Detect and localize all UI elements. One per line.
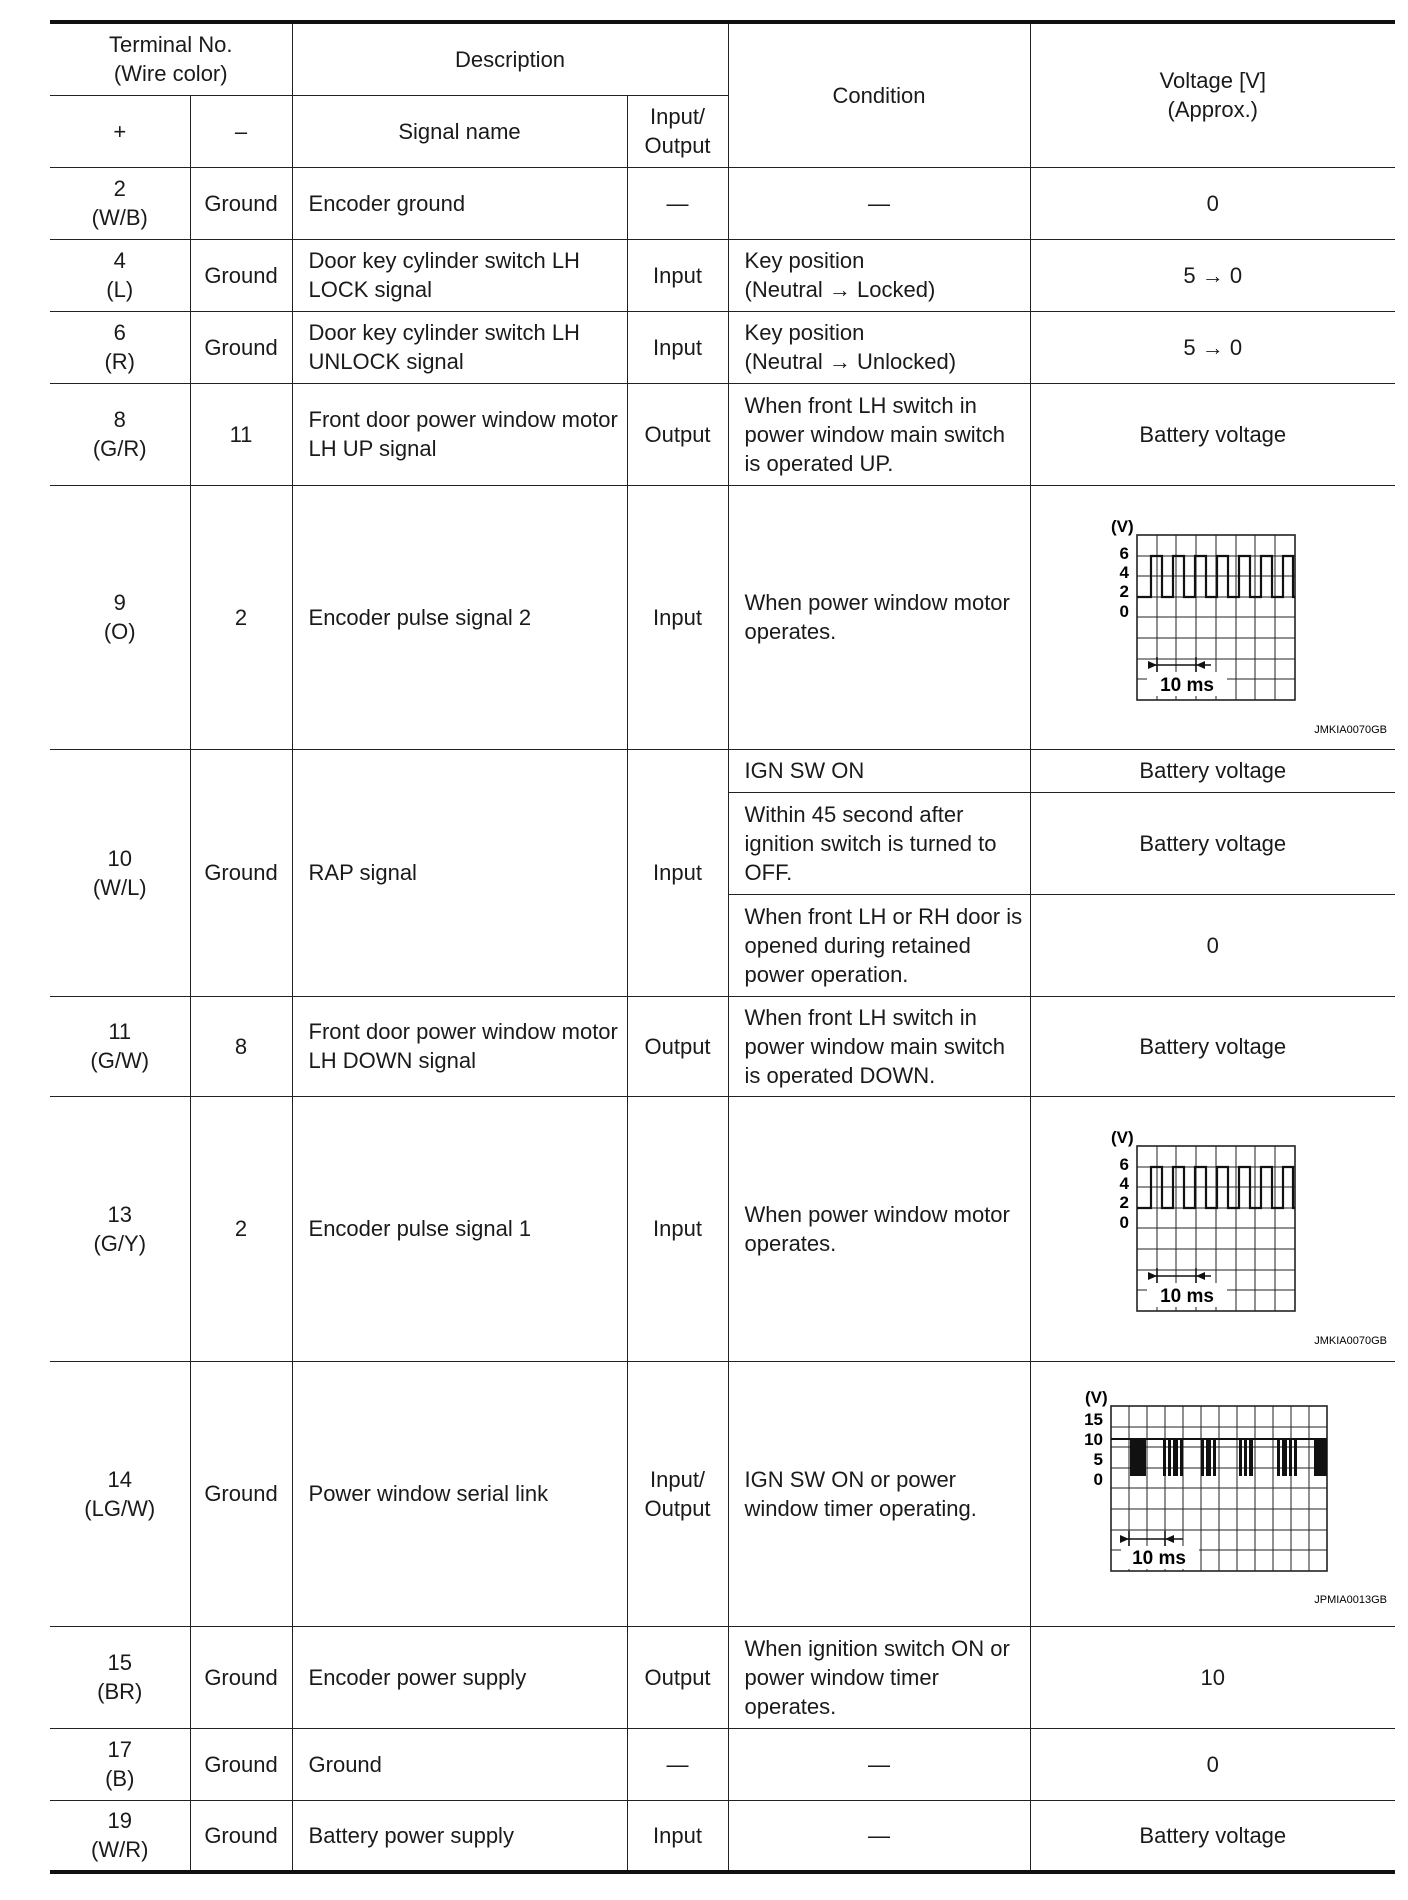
axis-unit: (V) — [1084, 1388, 1108, 1407]
terminal-number: 8 — [113, 407, 126, 432]
description-header: Description — [292, 22, 728, 95]
axis-unit: (V) — [1110, 516, 1134, 536]
voltage-label: Voltage [V] — [1159, 68, 1266, 94]
axis-tick: 0 — [1093, 1470, 1103, 1489]
terminal-number: 19 — [107, 1808, 132, 1834]
terminal-minus: 2 — [190, 1096, 292, 1361]
terminal-no-header — [50, 22, 292, 95]
approx-label: (Approx.) — [1167, 97, 1259, 123]
voltage-value: Battery voltage — [1030, 1800, 1395, 1872]
condition-line: (Neutral → Locked) — [744, 277, 936, 302]
wire-color: (W/R) — [91, 1837, 149, 1863]
io-header-line2: Output — [644, 133, 711, 158]
wire-color: (W/L) — [92, 874, 147, 900]
signal-name: Encoder pulse signal 2 — [292, 485, 627, 749]
terminal-number: 4 — [113, 248, 126, 273]
terminal-minus: 11 — [190, 383, 292, 485]
io-value: Input — [627, 239, 728, 311]
axis-tick: 4 — [1119, 562, 1129, 582]
voltage-value: Battery voltage — [1030, 383, 1395, 485]
terminal-no-label: Terminal No. — [109, 32, 233, 58]
terminal-plus — [50, 1096, 190, 1361]
io-value: Output — [627, 996, 728, 1096]
io-value: — — [627, 167, 728, 239]
terminal-minus: 8 — [190, 996, 292, 1096]
wire-color: (R) — [104, 349, 136, 374]
table-row — [50, 749, 1395, 792]
signal-name: RAP signal — [292, 749, 627, 996]
table-row — [50, 239, 1395, 311]
condition-header: Condition — [728, 22, 1030, 167]
waveform-graph — [1037, 495, 1392, 740]
wire-color: (G/R) — [92, 436, 147, 461]
figure-caption: JMKIA0070GB — [1313, 1335, 1387, 1347]
table-row — [50, 1728, 1395, 1800]
serial-bursts — [1130, 1439, 1327, 1476]
voltage-value: Battery voltage — [1030, 996, 1395, 1096]
time-scale-label: 10 ms — [1159, 1286, 1214, 1307]
figure-caption: JPMIA0013GB — [1313, 1594, 1387, 1606]
io-value: Input — [627, 749, 728, 996]
condition-value: — — [728, 1800, 1030, 1872]
condition-value: Within 45 second after ignition switch is turned to OFF. — [728, 792, 1030, 894]
terminal-plus — [50, 1361, 190, 1626]
waveform-graph — [1037, 1106, 1392, 1351]
terminal-minus: Ground — [190, 167, 292, 239]
condition-value: IGN SW ON or power window timer operating. — [728, 1361, 1030, 1626]
terminal-minus: Ground — [190, 1728, 292, 1800]
terminal-minus: Ground — [190, 1626, 292, 1728]
terminal-plus — [50, 749, 190, 996]
axis-tick: 2 — [1119, 581, 1129, 601]
terminal-minus: Ground — [190, 1361, 292, 1626]
terminal-number: 17 — [107, 1737, 132, 1762]
table-row — [50, 1800, 1395, 1872]
figure-caption: JMKIA0070GB — [1313, 723, 1387, 736]
terminal-number: 6 — [113, 320, 126, 345]
io-value: Output — [627, 383, 728, 485]
terminal-number: 13 — [107, 1201, 132, 1227]
terminal-minus: Ground — [190, 239, 292, 311]
table-row — [50, 311, 1395, 383]
table-row — [50, 383, 1395, 485]
io-header — [627, 95, 728, 167]
terminal-plus — [50, 1728, 190, 1800]
wire-color-label: (Wire color) — [113, 61, 228, 87]
io-value: Input — [627, 1800, 728, 1872]
wire-color: (G/Y) — [93, 1230, 147, 1256]
axis-tick: 10 — [1083, 1430, 1103, 1449]
wire-color: (LG/W) — [84, 1495, 156, 1521]
terminal-plus — [50, 383, 190, 485]
condition-value: When ignition switch ON or power window timer operates. — [728, 1626, 1030, 1728]
wire-color: (B) — [105, 1766, 135, 1791]
voltage-value: 0 — [1030, 894, 1395, 996]
voltage-value: 5 → 0 — [1030, 311, 1395, 383]
condition-value — [728, 239, 1030, 311]
signal-name: Door key cylinder switch LH LOCK signal — [292, 239, 627, 311]
terminal-number: 15 — [107, 1650, 132, 1675]
minus-header: – — [190, 95, 292, 167]
axis-tick: 6 — [1119, 1155, 1129, 1174]
io-value — [627, 1361, 728, 1626]
axis-tick: 5 — [1093, 1450, 1103, 1469]
plus-header: + — [50, 95, 190, 167]
time-scale-label: 10 ms — [1131, 1548, 1186, 1569]
wire-color: (G/W) — [90, 1048, 150, 1073]
axis-tick: 0 — [1119, 601, 1129, 621]
condition-value: When front LH switch in power window main switch is operated UP. — [728, 383, 1030, 485]
header-row-1 — [50, 22, 1395, 95]
terminal-plus — [50, 239, 190, 311]
io-value: Output — [627, 1626, 728, 1728]
io-line: Input/ — [650, 1466, 706, 1492]
condition-value — [728, 311, 1030, 383]
io-value: — — [627, 1728, 728, 1800]
io-value: Input — [627, 1096, 728, 1361]
io-line: Output — [644, 1495, 711, 1521]
condition-value: When front LH or RH door is opened during retained power operation. — [728, 894, 1030, 996]
terminal-number: 11 — [108, 1019, 132, 1044]
voltage-value: 0 — [1030, 1728, 1395, 1800]
terminal-minus: Ground — [190, 749, 292, 996]
table-row — [50, 1626, 1395, 1728]
table-row — [50, 1361, 1395, 1626]
signal-name: Front door power window motor LH UP signal — [292, 383, 627, 485]
condition-value: When power window motor operates. — [728, 485, 1030, 749]
wire-color: (W/B) — [91, 205, 148, 230]
table-row — [50, 167, 1395, 239]
terminal-minus: 2 — [190, 485, 292, 749]
condition-line: Key position — [744, 248, 865, 273]
time-scale-label: 10 ms — [1159, 674, 1214, 696]
condition-value: — — [728, 167, 1030, 239]
table-row — [50, 996, 1395, 1096]
condition-value: When front LH switch in power window main switch is operated DOWN. — [728, 996, 1030, 1096]
axis-tick: 6 — [1119, 543, 1129, 563]
waveform-cell — [1030, 1096, 1395, 1361]
axis-unit: (V) — [1110, 1128, 1134, 1147]
voltage-value: 10 — [1030, 1626, 1395, 1728]
terminal-minus: Ground — [190, 1800, 292, 1872]
condition-line: (Neutral → Unlocked) — [744, 349, 957, 374]
voltage-value: Battery voltage — [1030, 749, 1395, 792]
signal-name: Power window serial link — [292, 1361, 627, 1626]
signal-name: Ground — [292, 1728, 627, 1800]
terminal-number: 2 — [113, 176, 126, 201]
axis-tick: 15 — [1083, 1410, 1103, 1429]
terminal-plus — [50, 311, 190, 383]
waveform-graph — [1037, 1371, 1392, 1616]
condition-value: — — [728, 1728, 1030, 1800]
terminal-plus — [50, 167, 190, 239]
terminal-number: 10 — [107, 845, 132, 871]
signal-name-header: Signal name — [292, 95, 627, 167]
condition-value: IGN SW ON — [728, 749, 1030, 792]
table-row — [50, 485, 1395, 749]
axis-tick: 0 — [1119, 1213, 1129, 1232]
signal-name: Front door power window motor LH DOWN signal — [292, 996, 627, 1096]
signal-name: Battery power supply — [292, 1800, 627, 1872]
table-row — [50, 1096, 1395, 1361]
wire-color: (L) — [106, 277, 134, 302]
signal-name: Encoder power supply — [292, 1626, 627, 1728]
wire-color: (BR) — [97, 1679, 143, 1704]
voltage-header — [1030, 22, 1395, 167]
io-value: Input — [627, 485, 728, 749]
io-value: Input — [627, 311, 728, 383]
voltage-value: 0 — [1030, 167, 1395, 239]
signal-name: Encoder ground — [292, 167, 627, 239]
axis-tick: 4 — [1119, 1174, 1129, 1193]
terminal-plus — [50, 485, 190, 749]
terminal-number: 14 — [107, 1466, 132, 1492]
terminal-plus — [50, 1800, 190, 1872]
axis-tick: 2 — [1119, 1193, 1129, 1212]
waveform-cell — [1030, 485, 1395, 749]
signal-name: Encoder pulse signal 1 — [292, 1096, 627, 1361]
waveform-cell — [1030, 1361, 1395, 1626]
signal-name: Door key cylinder switch LH UNLOCK signal — [292, 311, 627, 383]
condition-line: Key position — [744, 320, 865, 345]
voltage-value: Battery voltage — [1030, 792, 1395, 894]
condition-value: When power window motor operates. — [728, 1096, 1030, 1361]
terminal-number: 9 — [113, 590, 126, 615]
terminal-plus — [50, 1626, 190, 1728]
terminal-plus — [50, 996, 190, 1096]
terminal-minus: Ground — [190, 311, 292, 383]
io-header-line1: Input/ — [650, 104, 706, 129]
voltage-value: 5 → 0 — [1030, 239, 1395, 311]
wire-color: (O) — [103, 619, 136, 644]
terminal-spec-table — [50, 20, 1395, 1874]
